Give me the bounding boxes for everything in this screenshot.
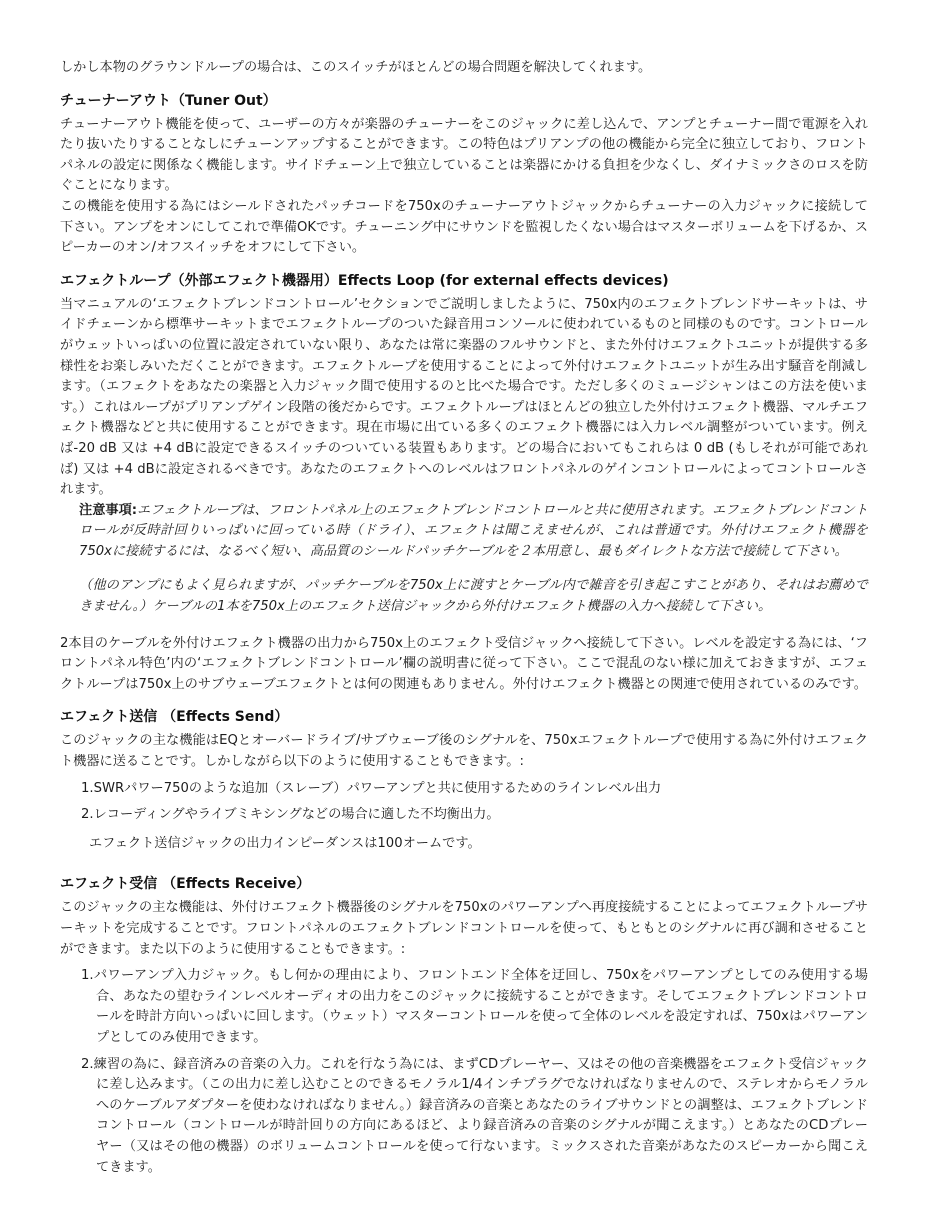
list-item: 1.SWRパワー750のような追加（スレーブ）パワーアンプと共に使用するためのラインレベル出力 [81, 780, 662, 796]
list-item: 2.練習の為に、録音済みの音楽の入力。これを行なう為には、まずCDプレーヤー、又はその他の音楽機器をエフェクト受信ジャックに差し込みます。（この出力に差し込むことのできるモノラル1/4インチプラグでなければなりませんので、ステレオからモノラルへのケーブルアダプターを使わなければなりません。）録音済みの音楽とあなたのライブサウンドとの調整は、エフェクトブレンドコントロール（コントロールが時計回りの方向にあるほど、より録音済みの音楽のシグナルが聞こえます。）とあなたのCDプレーヤー（又はその他の機器）のボリュームコントロールを使って行ないます。ミックスされた音楽があなたのスピーカーから聞こえてきます。 [81, 1056, 868, 1175]
tuner-out-section [60, 91, 868, 259]
list-item: 2.レコーディングやライブミキシングなどの場合に適した不均衡出力。 [81, 807, 500, 823]
effects-loop-section [60, 271, 868, 696]
effects-send-impedance: エフェクト送信ジャックの出力インピーダンスは100オームです。 [89, 835, 481, 851]
effects-loop-note [79, 501, 868, 563]
effects-receive-section [60, 874, 868, 1178]
effects-send-heading: エフェクト送信 （Effects Send） [60, 709, 289, 726]
effects-send-paragraph: このジャックの主な機能はEQとオーバードライブ/サブウェーブ後のシグナルを、750xエフェクトループで使用する為に外付けエフェクト機器に送ることです。しかしながら以下のように使用することもできます。: [60, 733, 868, 770]
note-text: エフェクトループは、フロントパネル上のエフェクトブレンドコントロールと共に使用されます。エフェクトブレンドコントロールが反時計回りいっぱいに回っている時（ドライ）、エフェクトは聞こえませんが、これは普通です。外付けエフェクト機器を750xに接続するには、なるべく短い、高品質のシールドパッチケーブルを２本用意し、最もダイレクトな方法で接続して下さい。 [79, 502, 868, 559]
effects-loop-note-2: （他のアンプにもよく見られますが、パッチケーブルを750x上に渡すとケーブル内で雑音を引き起こすことがあり、それはお薦めできません。）ケーブルの1本を750x上のエフェクト送信ジャックから外付けエフェクト機器の入力へ接続して下さい。 [79, 578, 868, 615]
tuner-out-heading: チューナーアウト（Tuner Out） [60, 92, 277, 109]
effects-receive-paragraph: このジャックの主な機能は、外付けエフェクト機器後のシグナルを750xのパワーアンプへ再度接続することによってエフェクトループサーキットを完成することです。フロントパネルのエフェクトブレンドコントロールを使って、もともとのシグナルに再び調和させることができます。また以下のように使用することもできます。: [60, 900, 868, 957]
list-item: 1.パワーアンプ入力ジャック。もし何かの理由により、フロントエンド全体を迂回し、750xをパワーアンプとしてのみ使用する場合、あなたの望むラインレベルオーディオの出力をこのジャックに接続することができます。そしてエフェクトブレンドコントロールを時計方向いっぱいに回します。（ウェット）マスターコントロールを使って全体のレベルを設定すれば、750xはパワーアンプとしてのみ使用できます。 [81, 968, 868, 1045]
note-label: 注意事項: [79, 502, 138, 518]
effects-send-section [60, 707, 868, 854]
effects-loop-paragraph-1: 当マニュアルの‘エフェクトブレンドコントロール’セクションでご説明しましたように、750x内のエフェクトブレンドサーキットは、サイドチェーンから標準サーキットまでエフェクトループのついた録音用コンソールに使われているものと同様のものです。コントロールがウェットいっぱいの位置に設定されていない限り、あなたは常に楽器のフルサウンドと、また外付けエフェクトユニットが提供する多様性をお楽しみいただくことができます。エフェクトループを使用することによって外付けエフェクトユニットが生み出す騒音を削減します。（エフェクトをあなたの楽器と入力ジャック間で使用するのと比べた場合です。ただし多くのミュージシャンはこの方法を使います。）これはループがプリアンプゲイン段階の後だからです。エフェクトループはほとんどの独立した外付けエフェクト機器、マルチエフェクト機器などと共に使用することができます。現在市場に出ている多くのエフェクト機器には入力レベル調整がついています。例えば-20 dB 又は +4 dBに設定できるスイッチのついている装置もあります。どの場合においてもこれらは 0 dB (もしそれが可能であれば) 又は +4 dBに設定されるべきです。あなたのエフェクトへのレベルはフロントパネルのゲインコントロールによってコントロールされます。 [60, 296, 868, 498]
effects-loop-heading: エフェクトループ（外部エフェクト機器用）Effects Loop (for external effects devices) [60, 272, 669, 289]
effects-send-list [60, 779, 868, 826]
intro-paragraph: しかし本物のグラウンドループの場合は、このスイッチがほとんどの場合問題を解決してくれます。 [60, 60, 652, 75]
effects-loop-paragraph-2: 2本目のケーブルを外付けエフェクト機器の出力から750x上のエフェクト受信ジャックへ接続して下さい。レベルを設定する為には、‘フロントパネル特色’内の‘エフェクトブレンドコントロール’欄の説明書に従って下さい。ここで混乱のない様に加えておきますが、エフェクトループは750x上のサブウェーブエフェクトとは何の関連もありません。外付けエフェクト機器との関連で使用されているのみです。 [60, 635, 868, 692]
effects-receive-heading: エフェクト受信 （Effects Receive） [60, 876, 311, 893]
tuner-out-paragraph-1: チューナーアウト機能を使って、ユーザーの方々が楽器のチューナーをこのジャックに差し込んで、アンプとチューナー間で電源を入れたり抜いたりすることなしにチューンアップすることができます。この特色はプリアンプの他の機能から完全に独立しており、フロントパネルの設定に関係なく機能します。サイドチェーン上で独立していることは楽器にかける負担を少なくし、ダイナミックさのロスを防ぐことになります。 [60, 116, 868, 194]
effects-receive-list [60, 966, 868, 1178]
tuner-out-paragraph-2: この機能を使用する為にはシールドされたパッチコードを750xのチューナーアウトジャックからチューナーの入力ジャックに接続して下さい。アンプをオンにしてこれで準備OKです。チューニング中にサウンドを監視したくない場合はマスターボリュームを下げるか、スピーカーのオン/オフスイッチをオフにして下さい。 [60, 198, 868, 256]
